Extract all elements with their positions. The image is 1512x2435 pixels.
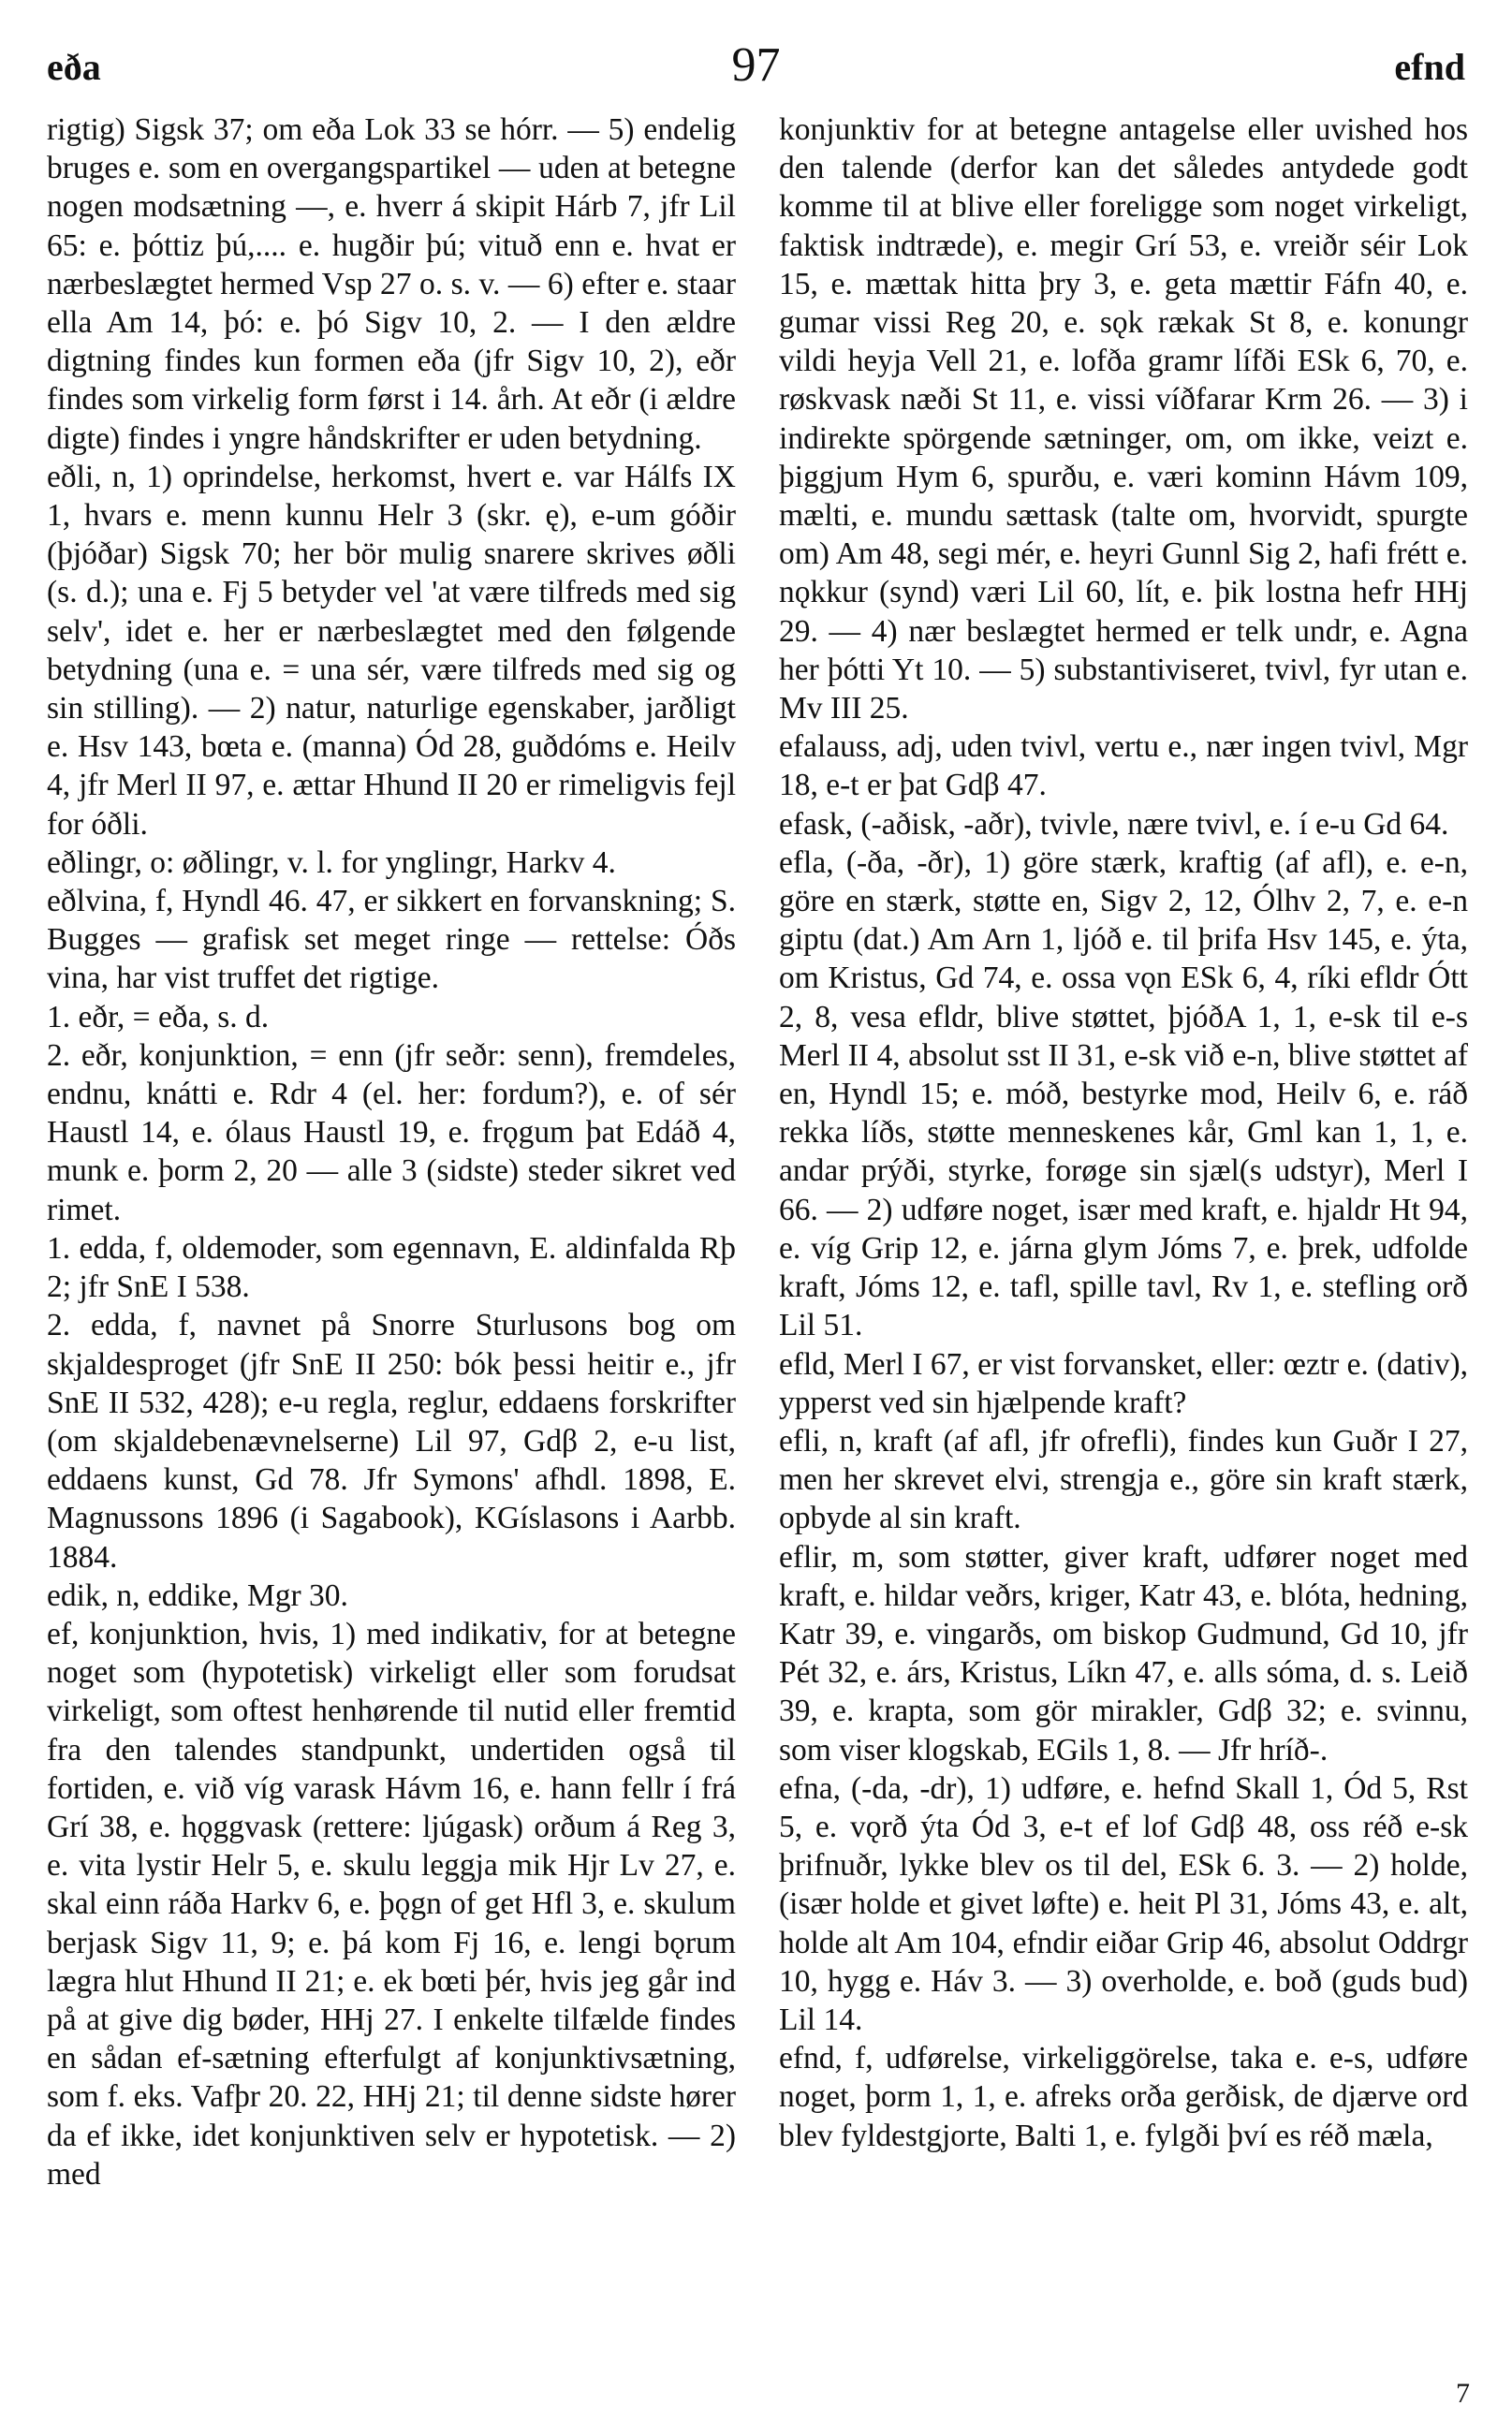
entry-text: konjunktiv for at betegne antagelse eller uvished hos den talende (derfor kan det således antydede godt komme til at blive eller foreligge som noget virkeligt, faktisk indtræde), e. megir Grí 53, e. vreiðr séir Lok 15, e. mættak hitta þry 3, e. geta mættir Fáfn 40, e. gumar vissi Reg 20, e. sǫk rækak St 8, e. konungr vildi heyja Vell 21, e. lofða gramr lífði ESk 6, 70, e. røskvask næði St 11, e. vissi víðfarar Krm 26. — 3) i indirekte spörgende sætninger, om, om ikke, veizt e. þiggjum Hym 6, spurðu, e. væri kominn Hávm 109, mælti, e. mundu sættask (talte om, hvorvidt, spurgte om) Am 48, segi mér, e. heyri Gunnl Sig 2, hafi frétt e. nǫkkur (synd) væri Lil 60, lít, e. þik lostna hefr HHj 29. — 4) nær beslægtet hermed er telk undr, e. Agna her þótti Yt 10. — 5) substantiviseret, tvivl, fyr utan e. Mv III 25. (779, 112, 1468, 726)
entry-text: efask, (-aðisk, -aðr), tvivle, nære tvivl, e. í e-u Gd 64. (779, 806, 1449, 842)
entry-text: rigtig) Sigsk 37; om eða Lok 33 se hórr. — 5) endelig bruges e. som en overgangspartikel — uden at betegne nogen modsætning —, e. hverr á skipit Hárb 7, jfr Lil 65: e. þóttiz þú,.... e. hugðir þú; vituð enn e. hvat er nærbeslægtet hermed Vsp 27 o. s. v. — 6) efter e. staar ella Am 14, þó: e. þó Sigv 10, 2. — I den ældre digtning findes kun formen eða (jfr Sigv 10, 2), eðr findes som virkelig form først i 14. årh. At eðr (i ældre digte) findes i yngre håndskrifter er uden betydning. (47, 112, 736, 456)
entry-text: 1. edda, f, oldemoder, som egennavn, E. aldinfalda Rþ 2; jfr SnE I 538. (47, 1230, 736, 1305)
right-column (779, 110, 1468, 2376)
entry-text: efla, (-ða, -ðr), 1) göre stærk, kraftig (af afl), e. e-n, göre en stærk, støtte en, Sigv 2, 12, Ólhv 2, 7, e. e-n giptu (dat.) Am Arn 1, ljóð e. til þrifa Hsv 145, e. ýta, om Kristus, Gd 74, e. ossa vǫn ESk 6, 4, ríki efldr Ótt 2, 8, vesa efldr, blive støttet, þjóðA 1, 1, e-sk til e-s Merl II 4, absolut sst II 31, e-sk við e-n, blive støttet af en, Hyndl 15; e. móð, bestyrke mod, Heilv 6, e. ráð rekka líðs, støtte menneskenes kår, Gml kan 1, 1, e. andar prýði, styrke, forøge sin sjæl(s udstyr), Merl I 66. — 2) udføre noget, især med kraft, e. hjaldr Ht 94, e. víg Grip 12, e. járna glym Jóms 7, e. þrek, udfolde kraft, Jóms 12, e. tafl, spille tavl, Rv 1, e. stefling orð Lil 51. (779, 844, 1468, 1343)
entry-text: efnd, f, udførelse, virkeliggörelse, taka e. e-s, udføre noget, þorm 1, 1, e. afreks orða gerðisk, de djærve ord blev fyldestgjorte, Balti 1, e. fylgði því es réð mæla, (779, 2041, 1468, 2153)
entry-text: efna, (-da, -dr), 1) udføre, e. hefnd Skall 1, Ód 5, Rst 5, e. vǫrð ýta Ód 3, e-t ef lof Gdβ 48, oss réð e-sk þrifnuðr, lykke blev os til del, ESk 6. 3. — 2) holde, (især holde et givet løfte) e. heit Pl 31, Jóms 43, e. alt, holde alt Am 104, efndir eiðar Grip 46, absolut Oddrgr 10, hygg e. Háv 3. — 3) overholde, e. boð (guds bud) Lil 14. (779, 1770, 1468, 2037)
entry-text: 1. eðr, = eða, s. d. (47, 999, 270, 1034)
entry-text: eðlingr, o: øðlingr, v. l. for ynglingr, Harkv 4. (47, 844, 616, 880)
left-column (47, 110, 736, 2376)
page-header (47, 37, 1465, 103)
entry-text: efli, n, kraft (af afl, jfr ofrefli), findes kun Guðr I 27, men her skrevet elvi, strengja e., göre sin kraft stærk, opbyde al sin kraft. (779, 1423, 1468, 1536)
entry-text: eðlvina, f, Hyndl 46. 47, er sikkert en forvanskning; S. Bugges — grafisk set meget ringe — rettelse: Óðs vina, har vist truffet det rigtige. (47, 884, 736, 996)
entry-text: 2. edda, f, navnet på Snorre Sturlusons bog om skjaldesproget (jfr SnE II 250: bók þessi heitir e., jfr SnE II 532, 428); e-u regla, reglur, eddaens forskrifter (om skjaldebenævnelserne) Lil 97, Gdβ 2, e-u list, eddaens kunst, Gd 78. Jfr Symons' afhdl. 1898, E. Magnussons 1896 (i Sagabook), KGíslasons i Aarbb. 1884. (47, 1308, 736, 1575)
entry-text: edik, n, eddike, Mgr 30. (47, 1577, 348, 1613)
printer-signature: 7 (1456, 2378, 1470, 2409)
entry-text: eðli, n, 1) oprindelse, herkomst, hvert e. var Hálfs IX 1, hvars e. menn kunnu Helr 3 (skr. ę), e-um góðir (þjóðar) Sigsk 70; her bör mulig snarere skrives øðli (s. d.); una e. Fj 5 betyder vel 'at være tilfreds med sig selv', idet e. her er nærbeslægtet med den følgende betydning (una e. = una sér, være tilfreds med sig og sin stilling). — 2) natur, naturlige egenskaber, jarðligt e. Hsv 143, bœta e. (manna) Ód 28, guðdóms e. Heilv 4, jfr Merl II 97, e. ættar Hhund II 20 er rimeligvis fejl for óðli. (47, 459, 736, 842)
entry-text: 2. eðr, konjunktion, = enn (jfr seðr: senn), fremdeles, endnu, knátti e. Rdr 4 (el. her: fordum?), e. of sér Haustl 14, e. ólaus Haustl 19, e. frǫgum þat Edáð 4, munk e. þorm 2, 20 — alle 3 (sidste) steder sikret ved rimet. (47, 1037, 736, 1227)
entry-text: efld, Merl I 67, er vist forvansket, eller: œztr e. (dativ), ypperst ved sin hjælpende kraft? (779, 1346, 1468, 1420)
entry-text: efalauss, adj, uden tvivl, vertu e., nær ingen tvivl, Mgr 18, e-t er þat Gdβ 47. (779, 729, 1468, 803)
right-running-headword: efnd (1394, 46, 1465, 88)
entry-text: eflir, m, som støtter, giver kraft, udfører noget med kraft, e. hildar veðrs, kriger, Katr 43, e. blóta, hedning, Katr 39, e. vingarðs, om biskop Gudmund, Gd 10, jfr Pét 32, e. árs, Kristus, Líkn 47, e. alls sóma, d. s. Leið 39, e. krapta, som gör mirakler, Gdβ 32; e. svinnu, som viser klogskab, EGils 1, 8. — Jfr hríð-. (779, 1539, 1468, 1768)
page-number: 97 (731, 38, 781, 92)
entry-text: ef, konjunktion, hvis, 1) med indikativ, for at betegne noget som (hypotetisk) virkeligt eller som forudsat virkeligt, som oftest henhørende til nutid eller fremtid fra den talendes standpunkt, undertiden også til fortiden, e. við víg varask Hávm 16, e. hann fellr í frá Grí 38, e. hǫggvask (rettere: ljúgask) orðum á Reg 3, e. vita lystir Helr 5, e. skulu leggja mik Hjr Lv 27, e. skal einn ráða Harkv 6, e. þǫgn of get Hfl 3, e. skulum berjask Sigv 11, 9; e. þá kom Fj 16, e. lengi bǫrum lægra hlut Hhund II 21; e. ek bœti þér, hvis jeg går ind på at give dig bøder, HHj 27. I enkelte tilfælde findes en sådan ef-sætning efterfulgt af konjunktivsætning, som f. eks. Vafþr 20. 22, HHj 21; til denne sidste hører da ef ikke, idet konjunktiven selv er hypotetisk. — 2) med (47, 1616, 736, 2192)
left-running-headword: eða (47, 46, 101, 88)
